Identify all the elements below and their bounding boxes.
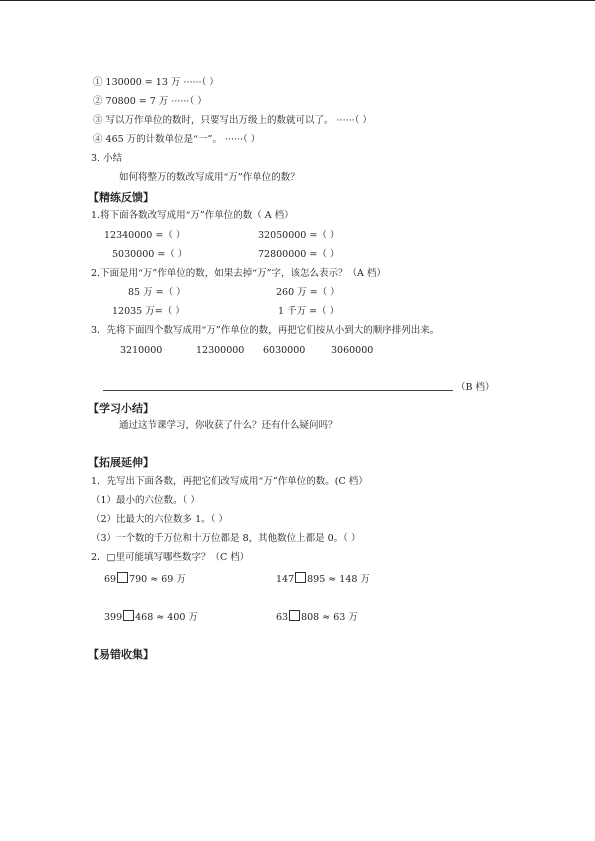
question-2-b: 260 万 =（ ） <box>276 287 340 298</box>
blank-box[interactable] <box>123 610 134 621</box>
answer-line <box>103 390 453 391</box>
blank-box[interactable] <box>295 572 306 583</box>
question-3: 3．先将下面四个数写成用“万”作单位的数，再把它们按从小到大的顺序排列出来。 <box>91 325 440 336</box>
number-1: 3210000 <box>120 345 163 356</box>
summary-prompt: 通过这节课学习，你收获了什么？还有什么疑问吗？ <box>119 420 338 431</box>
question-1-c: 5030000 =（ ） <box>112 249 188 260</box>
approx-item-1-prefix: 69 <box>104 574 117 585</box>
blank-box[interactable] <box>117 572 128 583</box>
judge-item-3: ③ 写以万作单位的数时，只要写出万级上的数就可以了。 ······（ ） <box>93 115 372 126</box>
question-2-d: 1 千万 =（ ） <box>278 306 340 317</box>
number-4: 3060000 <box>331 345 374 356</box>
question-1: 1.将下面各数改写成用“万”作单位的数（ A 档） <box>91 210 294 221</box>
question-2-a: 85 万 =（ ） <box>128 287 186 298</box>
question-2: 2.下面是用“万”作单位的数，如果去掉“万”字，该怎么表示？（A 档） <box>91 268 386 279</box>
question-1-d: 72800000 =（ ） <box>258 249 340 260</box>
approx-item-3 <box>104 610 198 624</box>
approx-item-4-suffix: 808 ≈ 63 万 <box>301 612 358 623</box>
approx-item-2 <box>276 572 370 586</box>
approx-item-1 <box>104 572 186 586</box>
question-1-b: 32050000 =（ ） <box>258 230 340 241</box>
approx-item-2-suffix: 895 ≈ 148 万 <box>307 574 370 585</box>
question-1-a: 12340000 =（ ） <box>104 230 186 241</box>
approx-item-3-suffix: 468 ≈ 400 万 <box>135 612 198 623</box>
extension-1-b: （2）比最大的六位数多 1。（ ） <box>91 514 228 525</box>
approx-item-2-prefix: 147 <box>276 574 295 585</box>
top-border <box>0 0 595 1</box>
section-summary-number: 3. 小结 <box>91 153 123 164</box>
judge-item-2: ② 70800 = 7 万 ······（ ） <box>93 96 207 107</box>
question-2-c: 12035 万=（ ） <box>112 306 185 317</box>
approx-item-4-prefix: 63 <box>276 612 289 623</box>
extension-1-c: （3）一个数的千万位和十万位都是 8，其他数位上都是 0。（ ） <box>91 533 361 544</box>
approx-item-3-prefix: 399 <box>104 612 123 623</box>
extension-1-a: （1）最小的六位数。（ ） <box>91 495 200 506</box>
summary-question: 如何将整万的数改写成用“万”作单位的数？ <box>119 172 300 183</box>
approx-item-1-suffix: 790 ≈ 69 万 <box>129 574 186 585</box>
judge-item-4: ④ 465 万的计数单位是“一”。 ······（ ） <box>93 134 261 145</box>
approx-item-4 <box>276 610 358 624</box>
level-b-label: （B 档） <box>456 382 495 393</box>
extension-question-1: 1．先写出下面各数，再把它们改写成用“万”作单位的数。(C 档） <box>91 476 368 487</box>
number-3: 6030000 <box>263 345 306 356</box>
heading-learning-summary: 【学习小结】 <box>88 402 154 415</box>
extension-question-2: 2．□里可能填写哪些数字？（C 档） <box>91 552 250 563</box>
blank-box[interactable] <box>289 610 300 621</box>
heading-practice: 【精练反馈】 <box>88 191 154 204</box>
number-2: 12300000 <box>196 345 245 356</box>
judge-item-1: ① 130000 = 13 万 ······（ ） <box>93 77 219 88</box>
heading-error-collection: 【易错收集】 <box>88 648 154 661</box>
heading-extension: 【拓展延伸】 <box>88 456 154 469</box>
